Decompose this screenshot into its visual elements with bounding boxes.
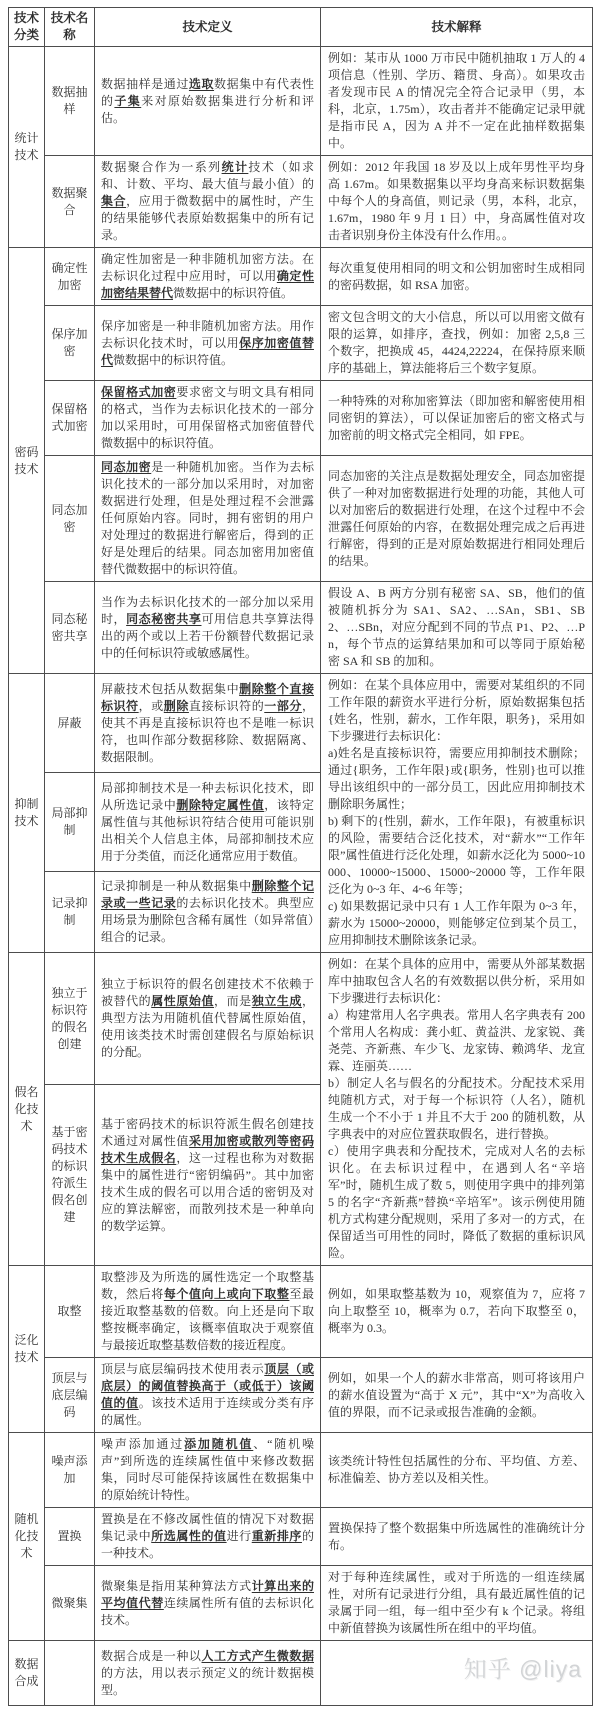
technique-name-cell: 置换 [45,1508,95,1566]
header-row [9,8,593,47]
underlined-term: 每个值向上或向下取整 [163,1287,290,1301]
watermark: 知乎 @liya [463,1656,582,1682]
category-cell: 假名化技术 [9,953,45,1266]
underlined-term: 同态加密 [101,460,152,474]
table-row [9,156,593,248]
table-row [9,674,593,773]
explanation-cell [321,456,593,582]
explanation-cell [321,1566,593,1641]
explanation-paragraph: 一种特殊的对称加密算法（即加密和解密使用相同密钥的算法），可以保证加密后的密文格式与加密前的明文格式完全相同，如 FPE。 [328,393,585,442]
explanation-paragraph: 例如：在某个具体的应用中，需要从外部某数据库中抽取包含人名的有效数据以供分析，采用如下步骤进行去标识化： [328,957,585,1005]
definition-cell: 微聚集是指用某种算法方式计算出来的平均值代替连续属性所有值的去标识化技术。 [95,1566,321,1641]
technique-name-cell: 微聚集 [45,1566,95,1641]
definition-cell: 数据聚合作为一系列统计技术（如求和、计数、平均、最大值与最小值）的集合，应用于微数据中的属性时，产生的结果能够代表原始数据集中的所有记录。 [95,156,321,248]
technique-name-cell: 数据聚合 [45,156,95,248]
explanation-cell [321,156,593,248]
definition-cell: 屏蔽技术包括从数据集中删除整个直接标识符，或删除直接标识符的一部分，使其不再是直接标识符也不是唯一标识符，也叫作部分数据移除、数据隔离、数据限制。 [95,674,321,773]
technique-name-cell [45,1641,95,1706]
table-row [9,582,593,674]
category-cell: 泛化技术 [9,1266,45,1433]
underlined-term: 属性原始值 [151,994,215,1009]
technique-name-cell: 顶层与底层编码 [45,1358,95,1433]
underlined-term: 确定性加密结果替代 [101,269,314,300]
explanation-paragraph: 例如：在某个具体应用中，需要对某组织的不同工作年限的薪资水平进行分析，原始数据集包括{姓名，性别，薪水，工作年限，职务}，采用如下步骤进行去标识化： [328,678,585,743]
underlined-term: 子集 [114,93,142,108]
explanation-paragraph: 对于每种连续属性，或对于所选的一组连续属性，对所有记录进行分组，具有最近属性值的记录属于同一组，每一组中至少有 k 个记录。将组中新值替换为该属性所在组中的平均值。 [328,1570,585,1635]
underlined-term: 删除整个直接标识符 [101,681,314,713]
explanation-paragraph: a）构建常用人名字典表。常用人名字典表有 200 个常用人名构成：龚小虹、黄益洪、龙家锐、龚尧莞、齐新燕、车少飞、龙家铸、赖鸿华、龙宣霖、连丽英…… [328,1008,585,1073]
underlined-term: 保序加密值替代 [101,335,314,367]
underlined-term: 计算出来的平均值代替 [101,1578,314,1610]
table-row [9,1433,593,1508]
explanation-paragraph: 例如，如果取整基数为 10，观察值为 7，应将 7 向上取整至 10，概率为 0.7，若向下取整至 0，概率为 0.3。 [328,1287,585,1335]
technique-name-cell: 基于密码技术的标识符派生假名创建 [45,1085,95,1266]
underlined-term: 添加随机值 [184,1437,254,1451]
category-cell: 统计技术 [9,47,45,248]
explanation-cell [321,1433,593,1508]
explanation-paragraph: a)姓名是直接标识符，需要应用抑制技术删除；通过{职务，工作年限}或{职务，性别}也可以推导出该组织中的一部分员工，因此应用抑制技术删除职务属性； [328,746,585,811]
explanation-paragraph: 该类统计特性包括属性的分布、平均值、方差、标准偏差、协方差以及相关性。 [328,1454,585,1485]
explanation-cell [321,306,593,381]
explanation-paragraph: c) 如果数据记录中只有 1 人工作年限为 0~3 年，薪水为 15000~20000，则能够定位到某个员工，应用抑制技术删除该条记录。 [328,899,585,947]
technique-name-cell: 记录抑制 [45,872,95,953]
col-header-name: 技术名称 [45,8,95,47]
explanation-cell [321,1358,593,1433]
underlined-term: 同态秘密共享 [126,611,202,626]
explanation-paragraph: b) 剩下的{性别，薪水，工作年限}，有被重标识的风险，需要结合泛化技术，对“薪水”“工作年限”属性值进行泛化处理，如薪水泛化为 5000~10000、10000~15000、15000~20000 等，工作年限泛化为 0~3 年、4~6 年等； [328,814,585,896]
definition-cell: 噪声添加通过添加随机值、“随机噪声”到所选的连续属性值中来修改数据集，同时尽可能保持该属性在数据集中的原始统计特性。 [95,1433,321,1508]
explanation-paragraph: 密文包含明文的大小信息，所以可以用密文做有限的运算，如排序，查找，例如：加密 2,5,8 三个数字，把换成 45，4424,22224，在保持原来顺序的基础上，算法能将后三个数字复原。 [328,310,585,375]
technique-name-cell: 保留格式加密 [45,381,95,456]
underlined-term: 集合 [101,194,127,208]
underlined-term: 删除特定属性值 [176,797,265,812]
table-row [9,381,593,456]
table-row [9,248,593,306]
explanation-cell [321,674,593,953]
technique-name-cell: 保序加密 [45,306,95,381]
table-header [9,8,593,47]
explanation-cell [321,1266,593,1358]
explanation-paragraph: c）使用字典表和分配技术，完成对人名的去标识化。在去标识过程中，在遇到人名“辛培军”时，随机生成了数 5，则使用字典中的排列第 5 的名字“齐新燕”替换“辛培军”。该示例使用随机方式构建分配规则，采用了多对一的方式，在保留适当可用性的同时，降低了数据的重标识风险。 [328,1144,585,1260]
explanation-paragraph: 假设 A、B 两方分别有秘密 SA、SB，他们的值被随机拆分为 SA1、SA2、…SAn，SB1、SB2、…SBn，对应分配到不同的节点 P1、P2、…Pn，每个节点的运算结果加和可以等同于原始秘密 SA 和 SB 的加和。 [328,586,585,668]
explanation-cell [321,582,593,674]
technique-name-cell: 屏蔽 [45,674,95,773]
explanation-cell [321,248,593,306]
category-cell: 密码技术 [9,248,45,674]
explanation-paragraph: 每次重复使用相同的明文和公钥加密时生成相同的密码数据，如 RSA 加密。 [328,260,585,292]
underlined-term: 统计 [221,160,249,174]
explanation-cell [321,953,593,1266]
underlined-term: 保留格式加密 [101,385,177,399]
underlined-term: 一部分 [264,698,302,713]
definition-cell: 数据合成是一种以人工方式产生微数据的方法，用以表示预定义的统计数据模型。 [95,1641,321,1706]
table-body [9,47,593,1706]
technique-name-cell: 噪声添加 [45,1433,95,1508]
underlined-term: 顶层（或底层）的阈值替换高于（或低于）该阈值的值 [101,1362,314,1410]
technique-name-cell: 局部抑制 [45,773,95,872]
definition-cell: 置换是在不修改属性值的情况下对数据集记录中所选属性的值进行重新排序的一种技术。 [95,1508,321,1566]
definition-cell: 数据抽样是通过选取数据集中有代表性的子集来对原始数据集进行分析和评估。 [95,47,321,156]
technique-name-cell: 独立于标识符的假名创建 [45,953,95,1085]
table-row [9,456,593,582]
definition-cell: 独立于标识符的假名创建技术不依赖于被替代的属性原始值，而是独立生成，典型方法为用随机值代替属性原始值，使用该类技术时需创建假名与原始标识的分配。 [95,953,321,1085]
table-row [9,306,593,381]
col-header-explanation: 技术解释 [321,8,593,47]
definition-cell: 记录抑制是一种从数据集中删除整个记录或一些记录的去标识化技术。典型应用场景为删除包含稀有属性（如异常值）组合的记录。 [95,872,321,953]
definition-cell: 顶层与底层编码技术使用表示顶层（或底层）的阈值替换高于（或低于）该阈值的值。该技术适用于连续或分类有序的属性。 [95,1358,321,1433]
explanation-paragraph: 同态加密的关注点是数据处理安全，同态加密提供了一种对加密数据进行处理的功能，其他人可以对加密后的数据进行处理，在这个过程中不会泄露任何原始的内容，在数据处理完成之后再进行解密，得到的正是对原始数据进行相同处理后的结果。 [328,468,585,568]
technique-name-cell: 取整 [45,1266,95,1358]
explanation-cell [321,381,593,456]
underlined-term: 所选属性的值 [151,1529,227,1543]
explanation-cell [321,47,593,156]
table-row [9,47,593,156]
explanation-paragraph: 例如：2012 年我国 18 岁及以上成年男性平均身高 1.67m。如果数据集以平均身高来标识数据集中每个人的身高值，则记录（男，本科，北京，1.67m，1980 年 9 月 1 日）中，身高属性值对攻击者识别身份主体没有什么作用。。 [328,160,585,242]
technique-name-cell: 同态秘密共享 [45,582,95,674]
definition-cell: 基于密码技术的标识符派生假名创建技术通过对属性值采用加密或散列等密码技术生成假名，这一过程也称为对数据集中的属性进行“密钥编码”。其中加密技术生成的假名可以用合适的密钥及对应的算法解密，而散列技术是一种单向的数学运算。 [95,1085,321,1266]
definition-cell: 保序加密是一种非随机加密方法。用作去标识化技术时，可以用保序加密值替代微数据中的标识符值。 [95,306,321,381]
explanation-paragraph: 置换保持了整个数据集中所选属性的准确统计分布。 [328,1520,585,1552]
technique-name-cell: 同态加密 [45,456,95,582]
table-row [9,1266,593,1358]
explanation-paragraph: 例如，如果一个人的薪水非常高，则可将该用户的薪水值设置为“高于 X 元”，其中“X”为高收入值的界限，而不记录或报告准确的金额。 [328,1370,585,1419]
underlined-term: 采用加密或散列等密码技术生成假名 [101,1133,314,1165]
definition-cell: 确定性加密是一种非随机加密方法。在去标识化过程中应用时，可以用确定性加密结果替代微数据中的标识符值。 [95,248,321,306]
col-header-definition: 技术定义 [95,8,321,47]
definition-cell: 保留格式加密要求密文与明文具有相同的格式，当作为去标识化技术的一部分加以采用时，可用保留格式加密值替代微数据中的标识符值。 [95,381,321,456]
underlined-term: 人工方式产生微数据 [201,1648,314,1663]
table-row [9,953,593,1085]
technique-name-cell: 数据抽样 [45,47,95,156]
underlined-term: 删除 [163,698,189,713]
category-cell: 随机化技术 [9,1433,45,1641]
definition-cell: 当作为去标识化技术的一部分加以采用时，同态秘密共享可用信息共享算法得出的两个或以上若干份额替代数据记录中的任何标识符或敏感属性。 [95,582,321,674]
definition-cell: 局部抑制技术是一种去标识化技术，即从所选记录中删除特定属性值，该特定属性值与其他标识符结合使用可能识别出相关个人信息主体，局部抑制技术应用于分类值，而泛化通常应用于数值。 [95,773,321,872]
underlined-term: 重新排序 [251,1529,302,1543]
deidentification-techniques-table [8,7,593,1706]
underlined-term: 选取 [188,76,215,91]
technique-name-cell: 确定性加密 [45,248,95,306]
category-cell: 抑制技术 [9,674,45,953]
explanation-paragraph: 例如：某市从 1000 万市民中随机抽取 1 万人的 4 项信息（性别、学历、籍贯、身高）。如果攻击者发现市民 A 的情况完全符合记录甲（男，本科，北京，1.75m），攻击者并不能确定记录甲就是指市民 A，因为 A 并不一定在此抽样数据集中。 [328,51,585,150]
col-header-category: 技术分类 [9,8,45,47]
document-page [0,7,600,1706]
category-cell: 数据合成 [9,1641,45,1706]
underlined-term: 删除整个记录或一些记录 [101,879,314,911]
table-row [9,1566,593,1641]
underlined-term: 独立生成 [251,994,302,1009]
definition-cell: 取整涉及为所选的属性选定一个取整基数，然后将每个值向上或向下取整至最接近取整基数的倍数。向上还是向下取整按概率确定，该概率值取决于观察值与最接近取整基数倍数的接近程度。 [95,1266,321,1358]
table-row [9,1358,593,1433]
definition-cell: 同态加密是一种随机加密。当作为去标识化技术的一部分加以采用时，对加密数据进行处理，但是处理过程不会泄露任何原始内容。同时，拥有密钥的用户对处理过的数据进行解密后，得到的正好是处理后的结果。同态加密用加密值替代微数据中的标识符值。 [95,456,321,582]
explanation-paragraph: b）制定人名与假名的分配技术。分配技术采用纯随机方式，对于每一个标识符（人名），随机生成一个不小于 1 并且不大于 200 的随机数，从字典表中的对应位置获取假名，进行替换。 [328,1076,585,1141]
